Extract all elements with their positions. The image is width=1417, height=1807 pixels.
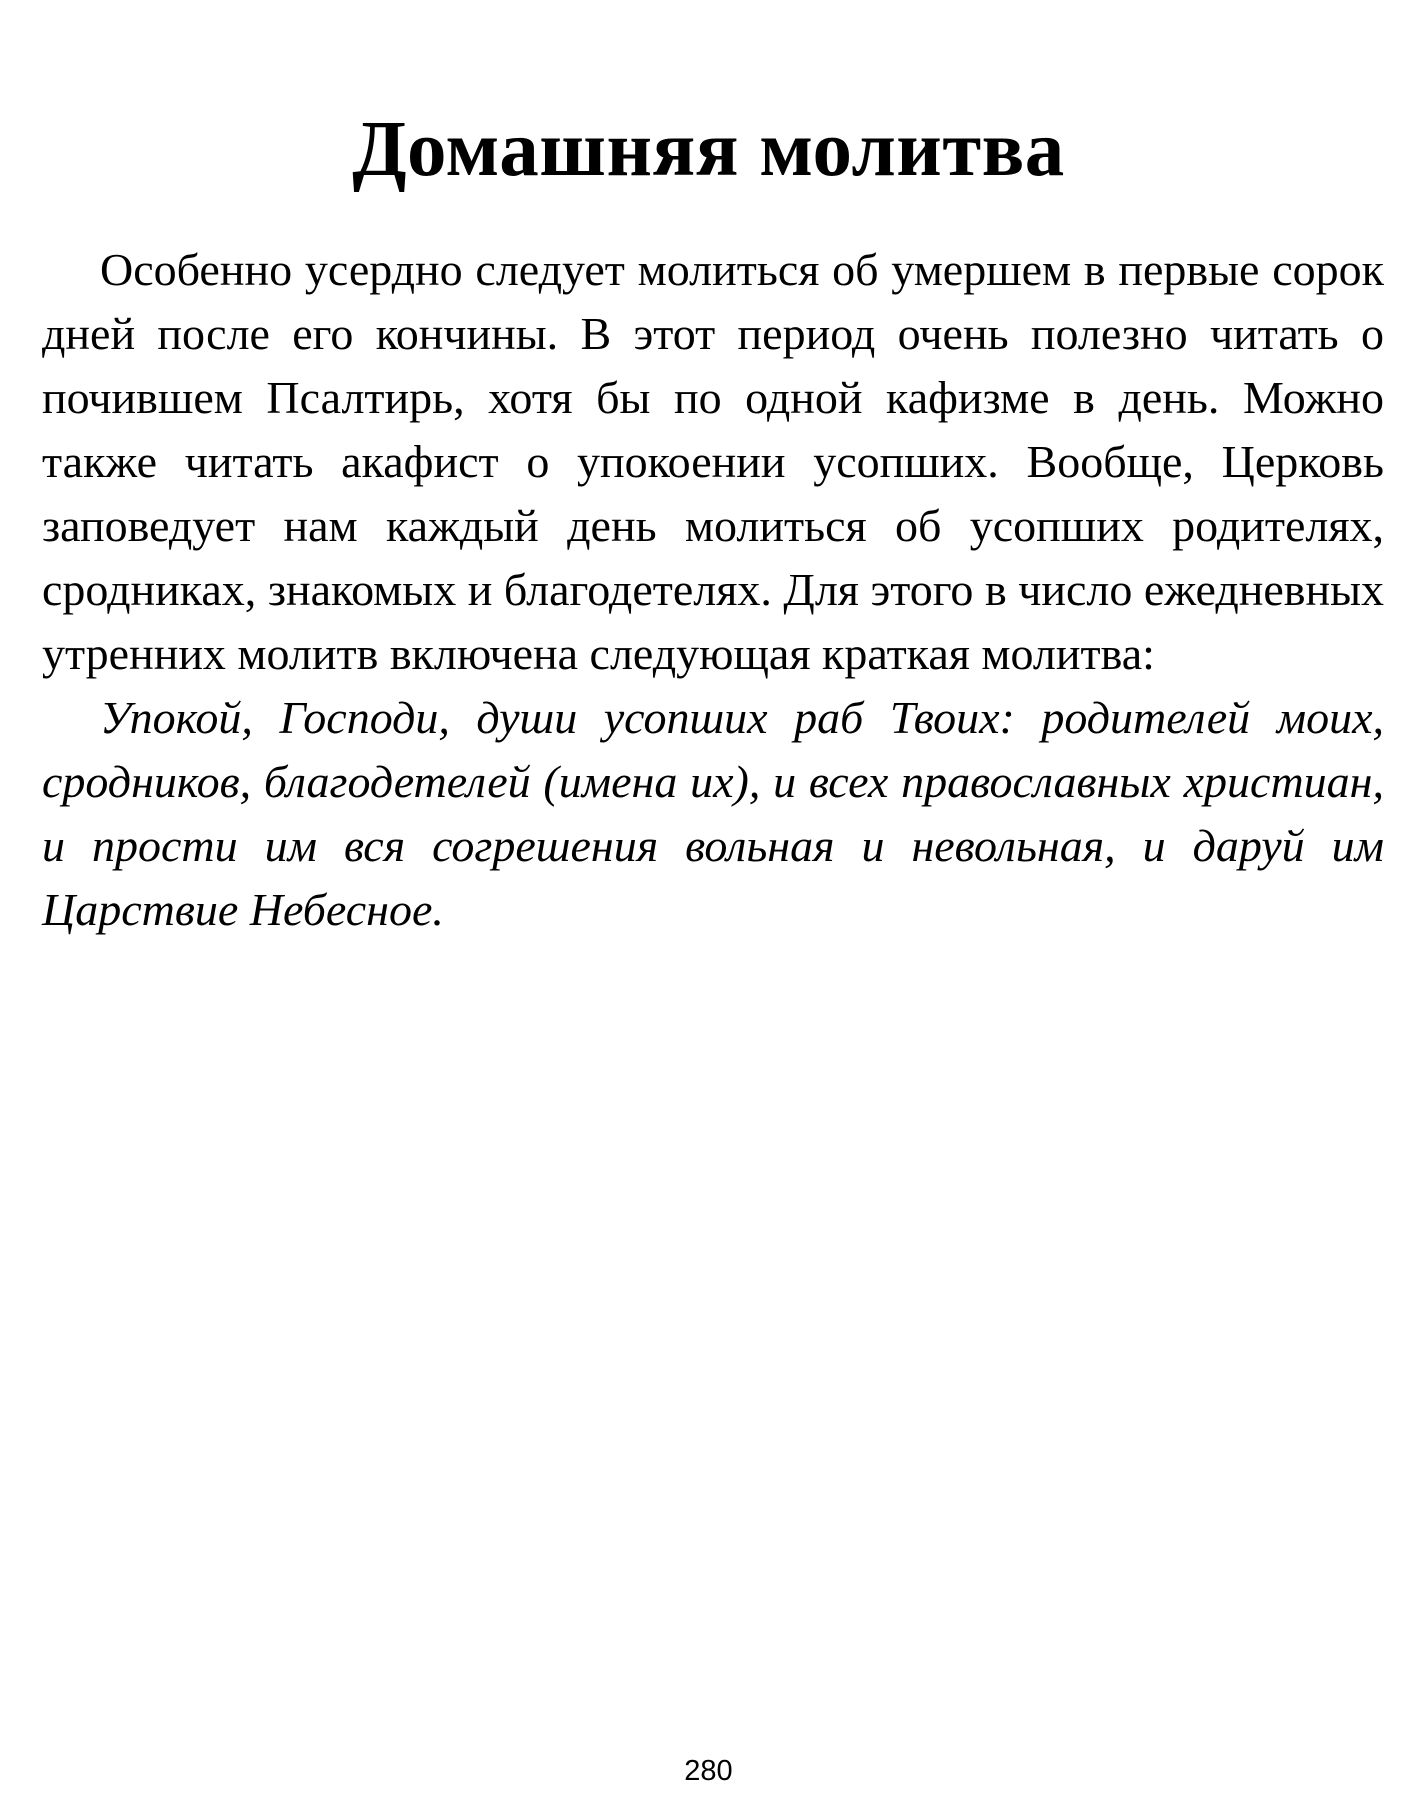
- main-paragraph: Особенно усердно следует молиться об умершем в первые сорок дней после его кончины. В этот период очень полезно читать о почившем Псалтирь, хотя бы по одной кафизме в день. Можно также читать акафист о упокоении усопших. Вообще, Церковь заповедует нам каждый день молиться об усопших родителях, сродниках, знакомых и благодетелях. Для этого в число ежедневных утренних молитв включена следующая краткая молитва:: [42, 244, 1384, 679]
- body-text: [42, 238, 1384, 942]
- page-title: Домашняя молитва: [352, 106, 1065, 193]
- page-number: 280: [684, 1755, 733, 1787]
- prayer-text: Упокой, Господи, души усопших раб Твоих: родителей моих, сродников, благодетелей (имена их), и всех православных христиан, и прости им вся согрешения вольная и невольная, и даруй им Царствие Небесное.: [42, 692, 1384, 935]
